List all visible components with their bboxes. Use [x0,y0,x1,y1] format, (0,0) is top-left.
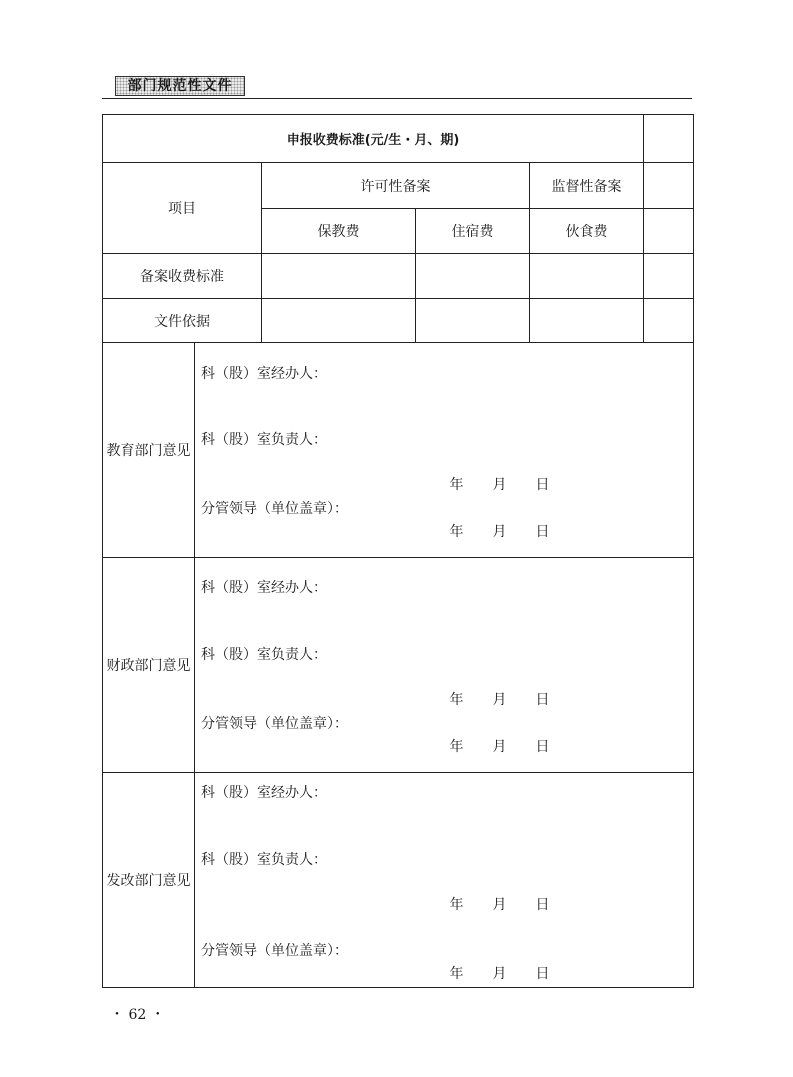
tuition-basis-cell [262,299,416,343]
tuition-fee-header: 保教费 [262,209,416,254]
education-dept-label: 教育部门意见 [103,343,195,558]
date-line [435,689,564,709]
date-line [435,474,564,494]
responsible-label: 科（股）室负责人： [201,432,327,448]
meal-basis-cell [530,299,644,343]
development-reform-dept-opinion [195,773,694,988]
meal-fee-cell [530,254,644,299]
finance-dept-opinion [195,558,694,773]
month-label: 月 [492,739,507,755]
date-line [435,894,564,914]
development-reform-dept-label: 发改部门意见 [103,773,195,988]
blank-cell [644,209,694,254]
responsible-label: 科（股）室负责人： [201,852,327,868]
handler-label: 科（股）室经办人： [201,785,327,801]
handler-label: 科（股）室经办人： [201,366,327,382]
responsible-label: 科（股）室负责人： [201,647,327,663]
day-label: 日 [535,897,550,913]
header-rule [102,98,692,99]
date-line [435,963,564,983]
day-label: 日 [535,524,550,540]
page-number: ・ 62 ・ [110,1007,165,1023]
accommodation-fee-header: 住宿费 [416,209,530,254]
meal-fee-header: 伙食费 [530,209,644,254]
date-line [435,736,564,756]
tuition-fee-cell [262,254,416,299]
day-label: 日 [535,739,550,755]
day-label: 日 [535,966,550,982]
year-label: 年 [449,739,464,755]
fee-record-form [102,114,694,988]
day-label: 日 [535,477,550,493]
fee-standard-title: 申报收费标准(元/生・月、期) [103,115,644,163]
blank-cell [644,254,694,299]
license-record-header: 许可性备案 [262,163,530,209]
blank-cell [644,163,694,209]
supervision-record-header: 监督性备案 [530,163,644,209]
month-label: 月 [492,692,507,708]
accommodation-fee-cell [416,254,530,299]
record-fee-standard-label: 备案收费标准 [103,254,262,299]
document-basis-label: 文件依据 [103,299,262,343]
leader-label: 分管领导（单位盖章）： [201,501,348,517]
month-label: 月 [492,966,507,982]
blank-cell [644,299,694,343]
year-label: 年 [449,966,464,982]
item-label: 项目 [103,163,262,254]
handler-label: 科（股）室经办人： [201,580,327,596]
year-label: 年 [449,524,464,540]
blank-cell [644,115,694,163]
year-label: 年 [449,477,464,493]
day-label: 日 [535,692,550,708]
month-label: 月 [492,897,507,913]
leader-label: 分管领导（单位盖章）： [201,716,348,732]
education-dept-opinion [195,343,694,558]
year-label: 年 [449,897,464,913]
finance-dept-label: 财政部门意见 [103,558,195,773]
month-label: 月 [492,524,507,540]
month-label: 月 [492,477,507,493]
date-line [435,521,564,541]
leader-label: 分管领导（单位盖章）： [201,943,348,959]
document-category-tag: 部门规范性文件 [115,76,245,96]
accommodation-basis-cell [416,299,530,343]
year-label: 年 [449,692,464,708]
